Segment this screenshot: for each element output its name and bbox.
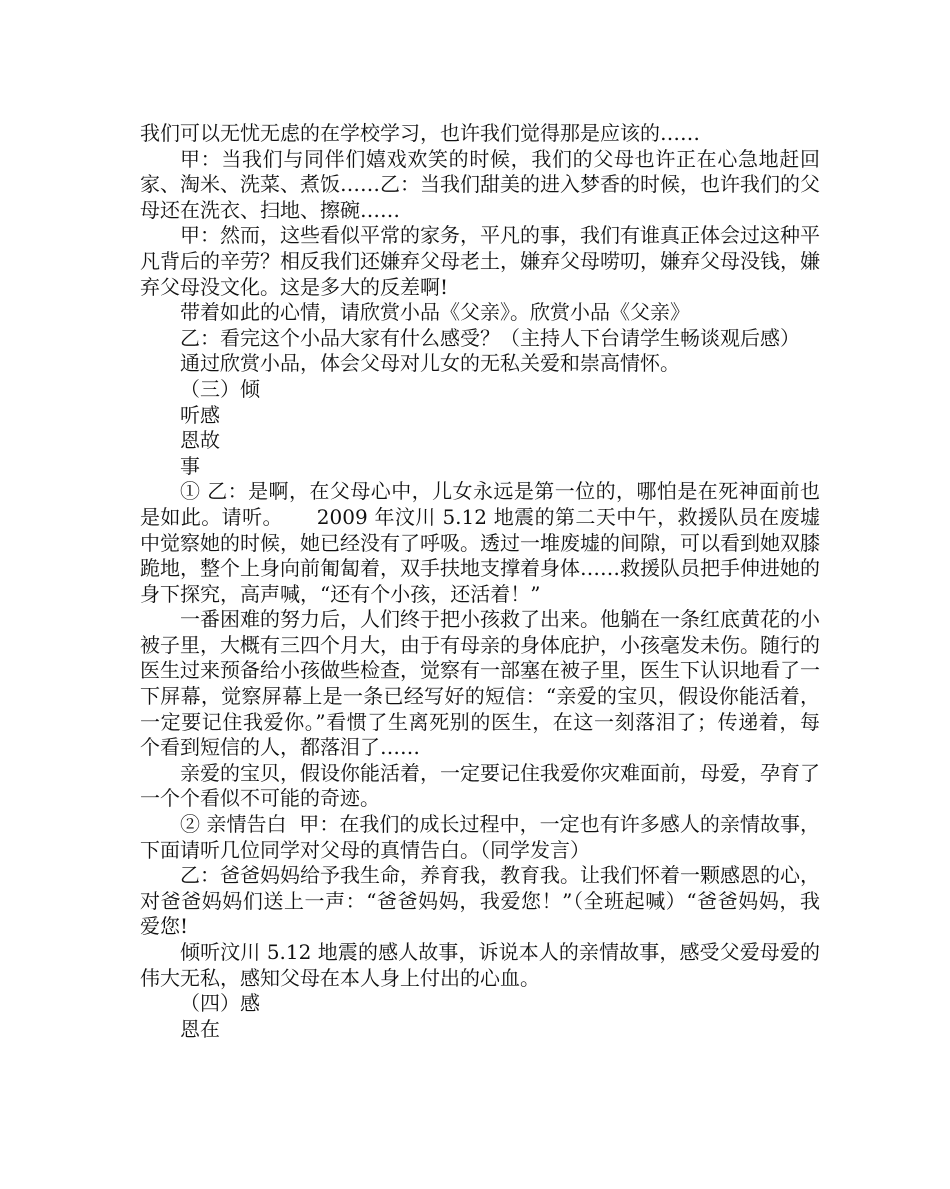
section-heading-3-line-4: 事	[180, 453, 200, 478]
document-body	[140, 121, 820, 1042]
section-heading-4-line-2: 恩在	[180, 1016, 220, 1041]
section-heading-3-line-3: 恩故	[180, 428, 220, 453]
paragraph-10: ② 亲情告白 甲：在我们的成长过程中，一定也有许多感人的亲情故事，下面请听几位同学对父母的真情告白。（同学发言）	[140, 812, 820, 862]
paragraph-2: 甲：当我们与同伴们嬉戏欢笑的时候，我们的父母也许正在心急地赶回家、淘米、洗菜、煮饭……乙：当我们甜美的进入梦香的时候，也许我们的父母还在洗衣、扫地、擦碗……	[140, 146, 820, 222]
section-heading-3-line-1: （三）倾	[180, 376, 260, 401]
paragraph-3: 甲：然而，这些看似平常的家务，平凡的事，我们有谁真正体会过这种平凡背后的辛劳？相反我们还嫌弃父母老土，嫌弃父母唠叨，嫌弃父母没钱，嫌弃父母没文化。这是多大的反差啊!	[140, 223, 820, 299]
paragraph-8: 一番困难的努力后，人们终于把小孩救了出来。他躺在一条红底黄花的小被子里，大概有三四个月大，由于有母亲的身体庇护，小孩毫发未伤。随行的医生过来预备给小孩做些检查，觉察有一部塞在被子里，医生下认识地看了一下屏幕，觉察屏幕上是一条已经写好的短信：“亲爱的宝贝，假设你能活着，一定要记住我爱你。”看惯了生离死别的医生，在这一刻落泪了；传递着，每个看到短信的人，都落泪了……	[140, 607, 820, 760]
paragraph-6: 通过欣赏小品，体会父母对儿女的无私关爱和崇高情怀。	[180, 351, 680, 376]
paragraph-7: ① 乙：是啊，在父母心中，儿女永远是第一位的，哪怕是在死神面前也是如此。请听。 2009 年汶川 5.12 地震的第二天中午，救援队员在废墟中觉察她的时候，她已经没有了呼吸。透过一堆废墟的间隙，可以看到她双膝跪地，整个上身向前匍匐着，双手扶地支撑着身体……救援队员把手伸进她的身下探究，高声喊，“还有个小孩，还活着！”	[140, 479, 820, 606]
section-heading-4-line-1: （四）感	[180, 991, 260, 1016]
paragraph-4: 带着如此的心情，请欣赏小品《父亲》。欣赏小品《父亲》	[180, 300, 690, 325]
section-heading-3-line-2: 听感	[180, 402, 220, 427]
paragraph-12: 倾听汶川 5.12 地震的感人故事，诉说本人的亲情故事，感受父爱母爱的伟大无私，感知父母在本人身上付出的心血。	[140, 940, 820, 990]
paragraph-1: 我们可以无忧无虑的在学校学习，也许我们觉得那是应该的……	[140, 121, 700, 145]
paragraph-9: 亲爱的宝贝，假设你能活着，一定要记住我爱你灾难面前，母爱，孕育了一个个看似不可能的奇迹。	[140, 760, 820, 811]
paragraph-5: 乙：看完这个小品大家有什么感受？（主持人下台请学生畅谈观后感）	[180, 325, 800, 350]
paragraph-11: 乙：爸爸妈妈给予我生命，养育我，教育我。让我们怀着一颗感恩的心，对爸爸妈妈们送上一声：“爸爸妈妈，我爱您！”（全班起喊）“爸爸妈妈，我爱您!	[140, 863, 820, 939]
